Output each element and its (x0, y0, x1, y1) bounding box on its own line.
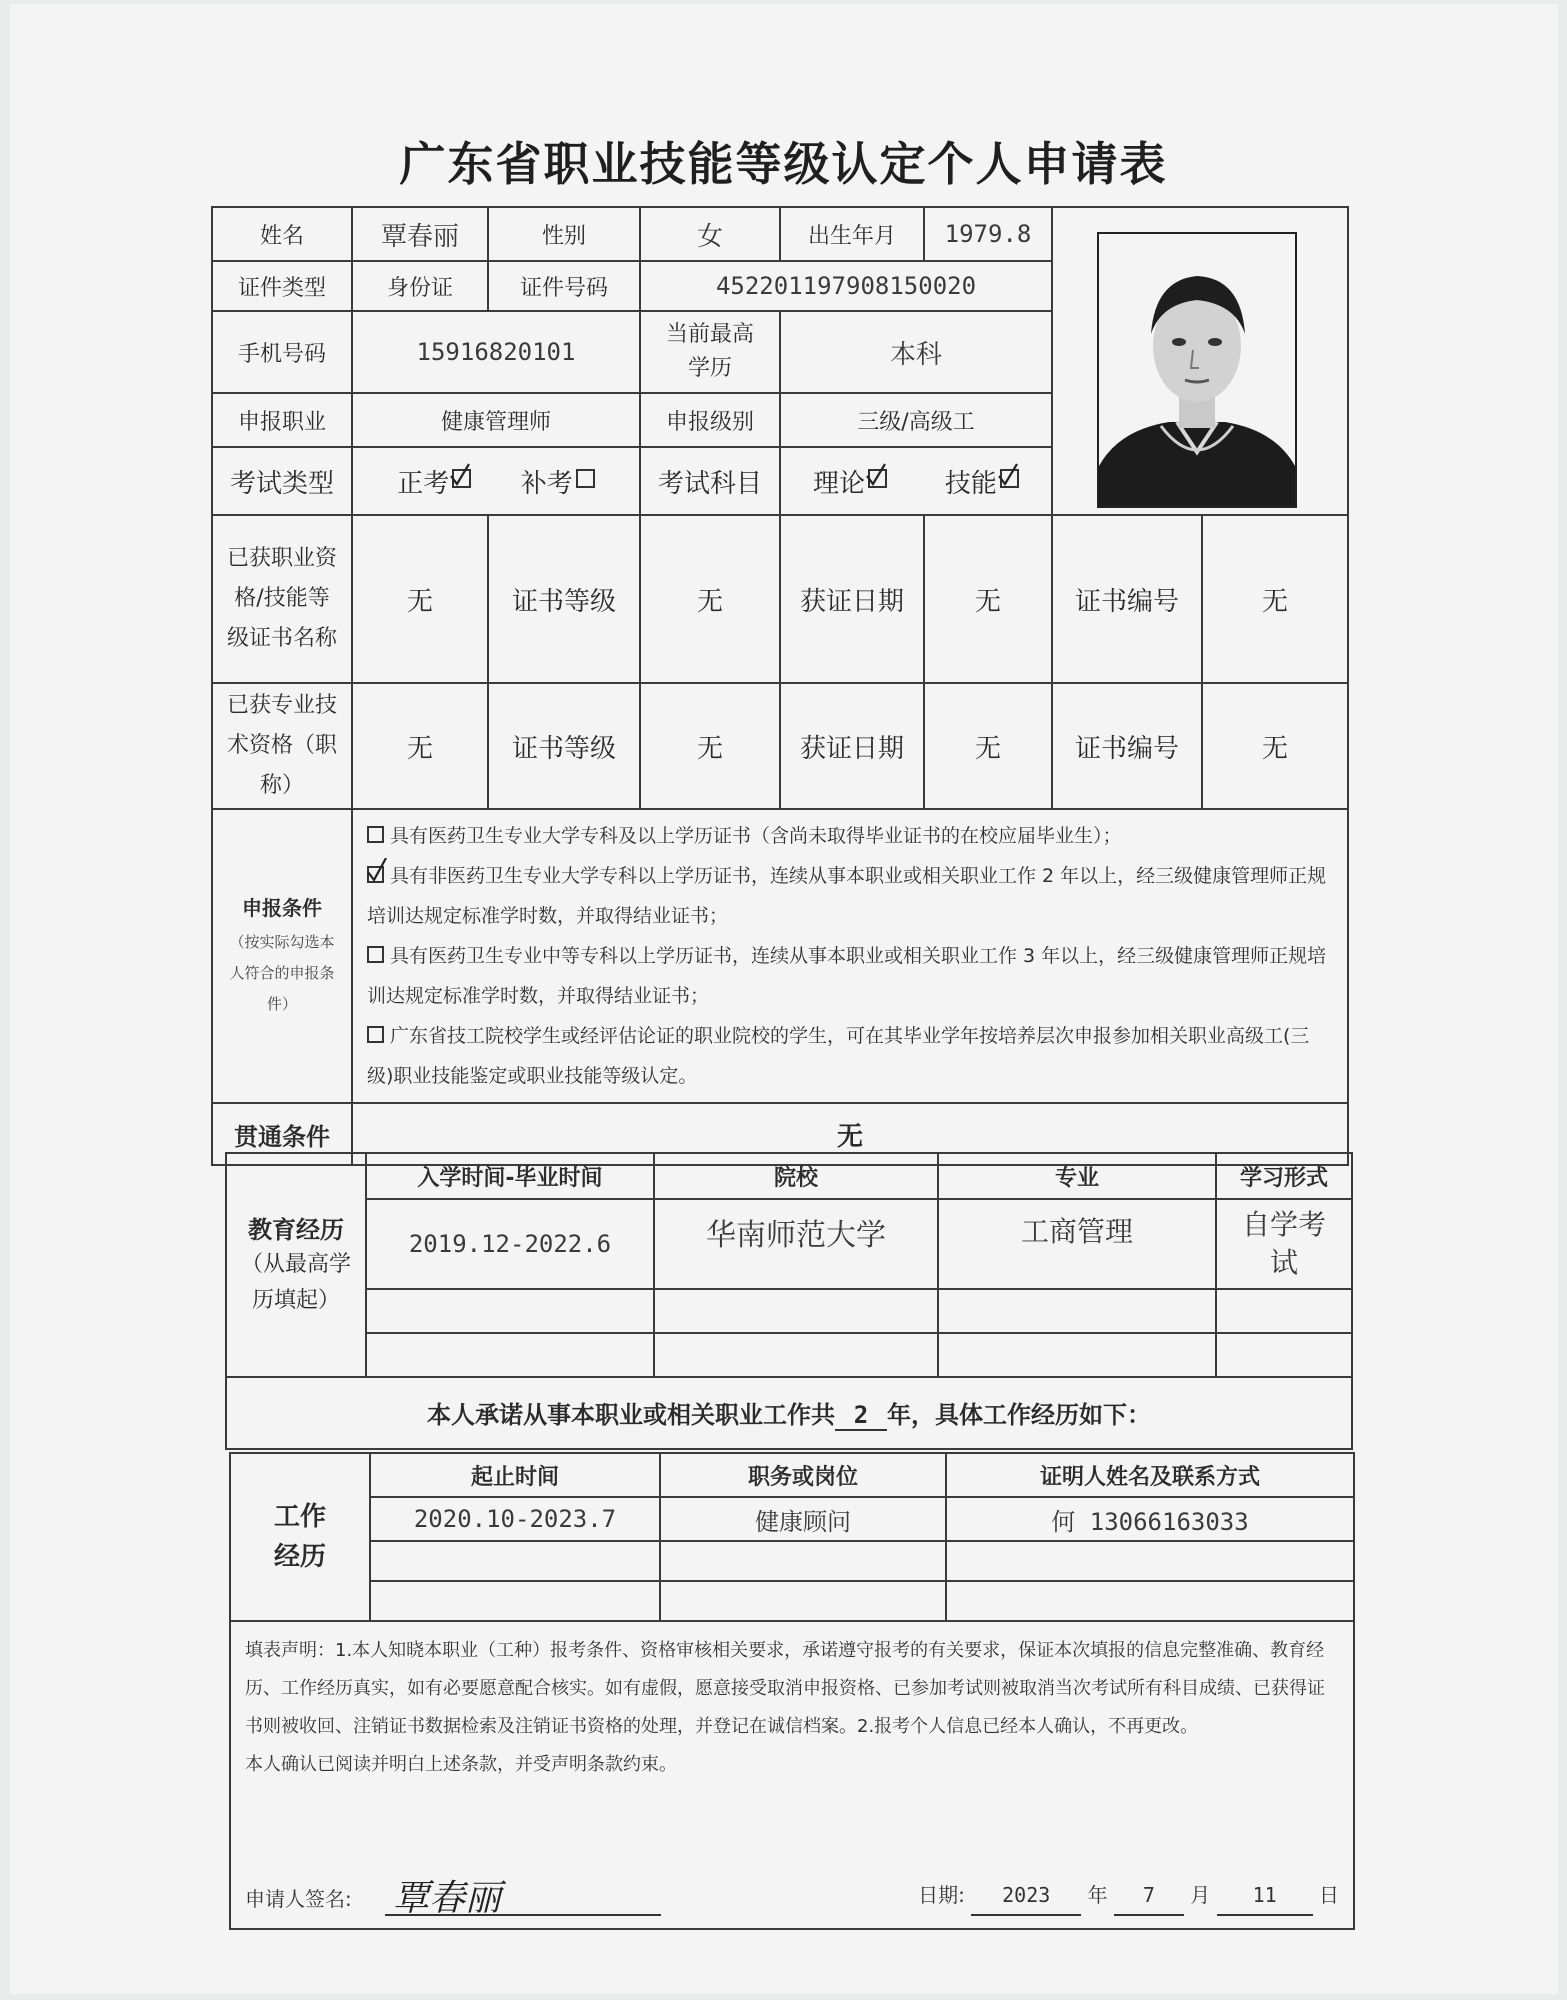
edu-period: 2019.12-2022.6 (366, 1199, 654, 1289)
work-reference: 何 13066163033 (946, 1497, 1354, 1541)
condition-item (367, 856, 1331, 936)
exam-type-label: 考试类型 (212, 447, 352, 515)
date-day: 11 (1217, 1876, 1313, 1916)
signature-label: 申请人签名: (245, 1887, 352, 1911)
id-type-label: 证件类型 (212, 261, 352, 311)
conditions-note: （按实际勾选本人符合的申报条件） (229, 933, 335, 1013)
conditions-title: 申报条件 (242, 896, 322, 920)
professional-no-label: 证书编号 (1052, 683, 1202, 809)
condition-item (367, 1016, 1331, 1096)
condition-3-checkbox[interactable] (367, 946, 384, 963)
table-row (230, 1541, 1354, 1581)
vocational-level-label: 证书等级 (488, 515, 640, 683)
edu-period (366, 1333, 654, 1377)
edu-period (366, 1289, 654, 1333)
work-table (229, 1452, 1355, 1930)
edu-mode (1216, 1289, 1352, 1333)
edu-mode (1216, 1333, 1352, 1377)
work-title: 工作经历 (230, 1453, 370, 1621)
edu-header-school: 院校 (654, 1153, 938, 1199)
table-row (230, 1497, 1354, 1541)
professional-level-label: 证书等级 (488, 683, 640, 809)
through-label: 贯通条件 (212, 1103, 352, 1165)
edu-major: 工商管理 (938, 1199, 1216, 1289)
work-position (660, 1581, 946, 1621)
occupation-label: 申报职业 (212, 393, 352, 447)
condition-2-text: 具有非医药卫生专业大学专科以上学历证书，连续从事本职业或相关职业工作 2 年以上，经三级健康管理师正规培训达规定标准学时数，并取得结业证书； (367, 865, 1327, 927)
applicant-photo (1097, 232, 1297, 508)
birth-label: 出生年月 (780, 207, 924, 261)
id-type-value: 身份证 (352, 261, 488, 311)
id-no-label: 证件号码 (488, 261, 640, 311)
application-form (211, 206, 1349, 1166)
occupation-value: 健康管理师 (352, 393, 640, 447)
edu-header-mode: 学习形式 (1216, 1153, 1352, 1199)
signature-row (245, 1872, 1339, 1922)
declaration-cell (230, 1621, 1354, 1929)
level-value: 三级/高级工 (780, 393, 1052, 447)
table-row (226, 1199, 1352, 1289)
vocational-no-value: 无 (1202, 515, 1348, 683)
table-row (226, 1289, 1352, 1333)
exam-retake-checkbox[interactable] (576, 469, 595, 488)
date-day-unit: 日 (1319, 1883, 1339, 1907)
work-header-period: 起止时间 (370, 1453, 660, 1497)
professional-date-value: 无 (924, 683, 1052, 809)
work-position: 健康顾问 (660, 1497, 946, 1541)
commitment-row (226, 1377, 1352, 1449)
condition-1-checkbox[interactable] (367, 826, 384, 843)
table-row (230, 1581, 1354, 1621)
date-label: 日期: (918, 1883, 965, 1907)
work-period (370, 1541, 660, 1581)
professional-date-label: 获证日期 (780, 683, 924, 809)
work-period (370, 1581, 660, 1621)
photo-cell (1052, 207, 1348, 515)
condition-1-text: 具有医药卫生专业大学专科及以上学历证书（含尚未取得毕业证书的在校应届毕业生）； (390, 825, 1122, 847)
commitment-suffix: 年，具体工作经历如下： (887, 1401, 1151, 1429)
education-label-cell (226, 1153, 366, 1377)
work-header-reference: 证明人姓名及联系方式 (946, 1453, 1354, 1497)
commitment-prefix: 本人承诺从事本职业或相关职业工作共 (427, 1401, 835, 1429)
professional-title-label: 已获专业技术资格（职称） (212, 683, 352, 809)
condition-4-checkbox[interactable] (367, 1026, 384, 1043)
vocational-date-label: 获证日期 (780, 515, 924, 683)
signature-field[interactable] (385, 1874, 661, 1919)
professional-name: 无 (352, 683, 488, 809)
edu-header-period: 入学时间-毕业时间 (366, 1153, 654, 1199)
conditions-list (352, 809, 1348, 1103)
table-row (226, 1333, 1352, 1377)
edu-school: 华南师范大学 (654, 1199, 938, 1289)
edu-major (938, 1289, 1216, 1333)
edu-school (654, 1289, 938, 1333)
applicant-signature: 覃春丽 (393, 1878, 502, 1919)
gender-label: 性别 (488, 207, 640, 261)
condition-item (367, 936, 1331, 1016)
name-value: 覃春丽 (352, 207, 488, 261)
form-title: 广东省职业技能等级认定个人申请表 (399, 137, 1168, 191)
professional-no-value: 无 (1202, 683, 1348, 809)
birth-value: 1979.8 (924, 207, 1052, 261)
exam-retake-option (521, 469, 595, 499)
edu-mode: 自学考试 (1216, 1199, 1352, 1289)
exam-normal-label: 正考 (397, 468, 450, 499)
declaration-confirm: 本人确认已阅读并明白上述条款，并受声明条款约束。 (245, 1754, 677, 1775)
level-label: 申报级别 (640, 393, 780, 447)
exam-subject-options (780, 447, 1052, 515)
gender-value: 女 (640, 207, 780, 261)
exam-retake-label: 补考 (520, 468, 573, 499)
date-year-unit: 年 (1087, 1883, 1108, 1907)
professional-level-value: 无 (640, 683, 780, 809)
edu-header-major: 专业 (938, 1153, 1216, 1199)
date-month: 7 (1114, 1876, 1184, 1916)
exam-skill-label: 技能 (944, 468, 997, 499)
edu-school (654, 1333, 938, 1377)
name-label: 姓名 (212, 207, 352, 261)
vocational-cert-name: 无 (352, 515, 488, 683)
work-period: 2020.10-2023.7 (370, 1497, 660, 1541)
vocational-no-label: 证书编号 (1052, 515, 1202, 683)
conditions-label-cell (212, 809, 352, 1103)
education-note: （从最高学历填起） (240, 1251, 351, 1313)
through-value: 无 (352, 1103, 1348, 1165)
exam-normal-option (397, 469, 479, 499)
date-month-unit: 月 (1190, 1883, 1211, 1907)
work-reference (946, 1581, 1354, 1621)
phone-value: 15916820101 (352, 311, 640, 393)
exam-type-options (352, 447, 640, 515)
commitment-years: 2 (835, 1401, 887, 1431)
work-reference (946, 1541, 1354, 1581)
exam-subject-label: 考试科目 (640, 447, 780, 515)
phone-label: 手机号码 (212, 311, 352, 393)
education-table (225, 1152, 1353, 1450)
edu-major (938, 1333, 1216, 1377)
vocational-date-value: 无 (924, 515, 1052, 683)
condition-item (367, 816, 1331, 856)
exam-skill-option (945, 469, 1019, 499)
education-title: 教育经历 (248, 1215, 344, 1244)
exam-theory-label: 理论 (813, 468, 866, 499)
work-position (660, 1541, 946, 1581)
condition-3-text: 具有医药卫生专业中等专科以上学历证书，连续从事本职业或相关职业工作 3 年以上，经三级健康管理师正规培训达规定标准学时数，并取得结业证书； (367, 945, 1327, 1007)
declaration-text: 填表声明：1.本人知晓本职业（工种）报考条件、资格审核相关要求，承诺遵守报考的有关要求，保证本次填报的信息完整准确、教育经历、工作经历真实，如有必要愿意配合核实。如有虚假，愿意接受取消申报资格、已参加考试则被取消当次考试所有科目成绩、已获得证书则被收回、注销证书数据检索及注销证书资格的处理，并登记在诚信档案。2.报考个人信息已经本人确认，不再更改。 (245, 1640, 1325, 1737)
edu-top-value: 本科 (780, 311, 1052, 393)
date-field (918, 1876, 1339, 1916)
id-no-value: 452201197908150020 (640, 261, 1052, 311)
work-header-position: 职务或岗位 (660, 1453, 946, 1497)
vocational-cert-label: 已获职业资格/技能等级证书名称 (212, 515, 352, 683)
edu-top-label: 当前最高学历 (640, 311, 780, 393)
exam-theory-option (813, 469, 895, 499)
vocational-level-value: 无 (640, 515, 780, 683)
condition-4-text: 广东省技工院校学生或经评估论证的职业院校的学生，可在其毕业学年按培养层次申报参加相关职业高级工(三级)职业技能鉴定或职业技能等级认定。 (367, 1025, 1310, 1087)
date-year: 2023 (971, 1876, 1081, 1916)
